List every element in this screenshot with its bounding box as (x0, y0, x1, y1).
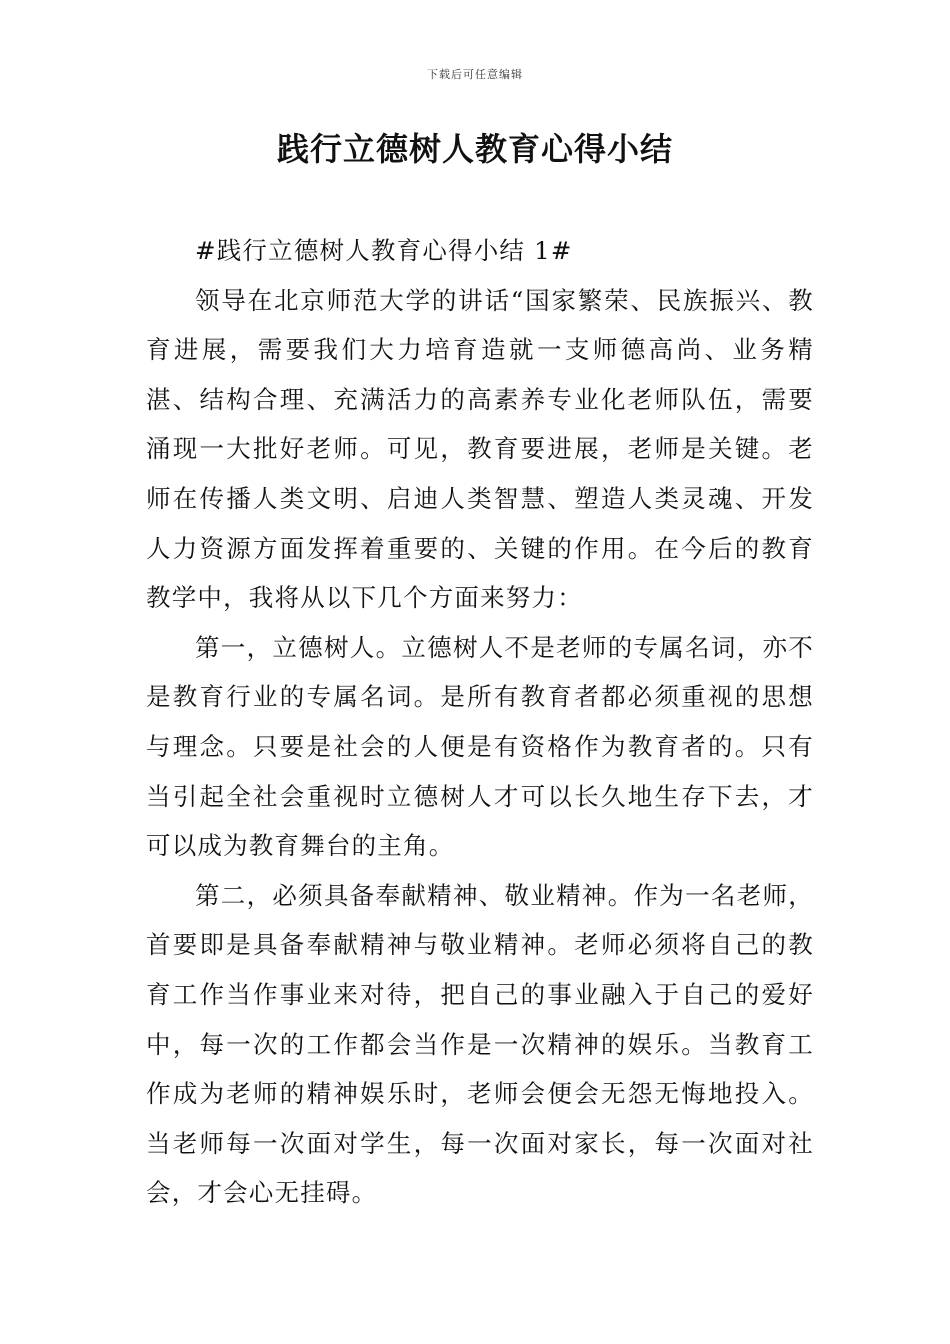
paragraph-second-point: 第二，必须具备奉献精神、敬业精神。作为一名老师，首要即是具备奉献精神与敬业精神。老师必须将自己的教育工作当作事业来对待，把自己的事业融入于自己的爱好中，每一次的工作都会当作是一次精神的娱乐。当教育工作成为老师的精神娱乐时，老师会便会无怨无悔地投入。当老师每一次面对学生，每一次面对家长，每一次面对社会，才会心无挂碍。 (146, 880, 814, 1208)
document-body (146, 226, 814, 1218)
paragraph-intro: 领导在北京师范大学的讲话“国家繁荣、民族振兴、教育进展，需要我们大力培育造就一支师德高尚、业务精湛、结构合理、充满活力的高素养专业化老师队伍，需要涌现一大批好老师。可见，教育要进展，老师是关键。老师在传播人类文明、启迪人类智慧、塑造人类灵魂、开发人力资源方面发挥着重要的、关键的作用。在今后的教育教学中，我将从以下几个方面来努力： (146, 285, 814, 613)
header-note: 下载后可任意编辑 (427, 68, 523, 81)
document-title: 践行立德树人教育心得小结 (276, 130, 673, 168)
paragraph-first-point: 第一，立德树人。立德树人不是老师的专属名词，亦不是教育行业的专属名词。是所有教育者都必须重视的思想与理念。只要是社会的人便是有资格作为教育者的。只有当引起全社会重视时立德树人才可以长久地生存下去，才可以成为教育舞台的主角。 (146, 632, 814, 861)
section-heading: #践行立德树人教育心得小结 1# (195, 236, 573, 265)
